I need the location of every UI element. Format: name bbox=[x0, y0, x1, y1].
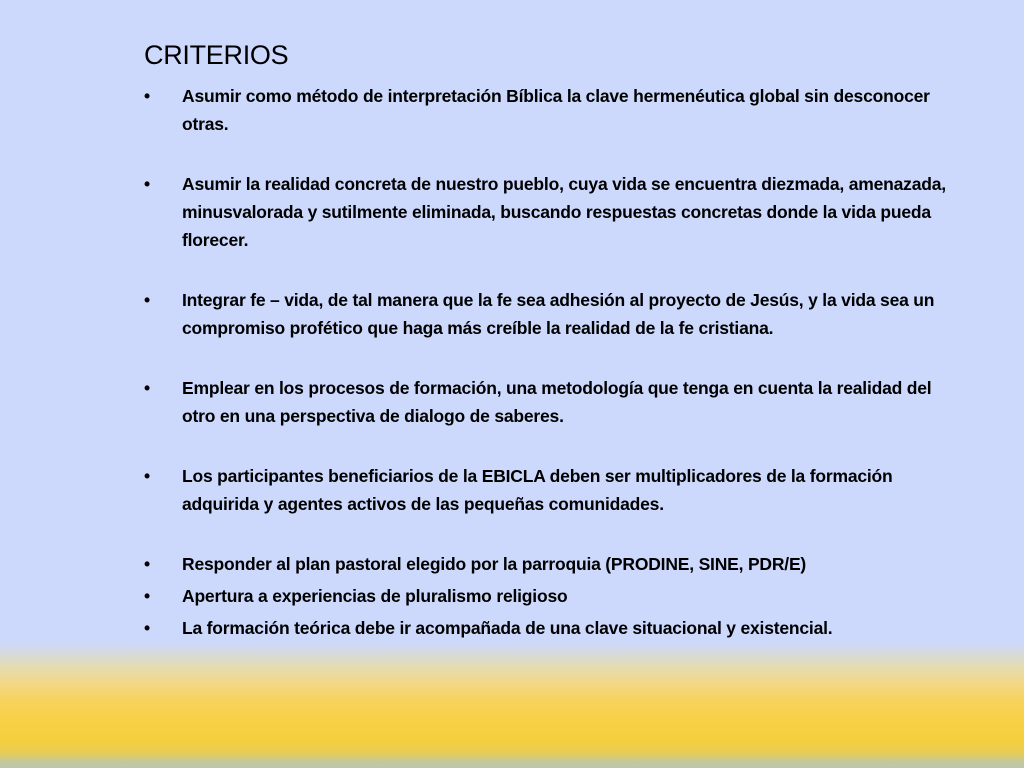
list-item bbox=[144, 462, 964, 518]
list-item bbox=[144, 170, 964, 254]
list-item-text: Apertura a experiencias de pluralismo religioso bbox=[182, 586, 568, 606]
list-item-text: Integrar fe – vida, de tal manera que la fe sea adhesión al proyecto de Jesús, y la vida sea un compromiso profético que haga más creíble la realidad de la fe cristiana. bbox=[182, 290, 935, 338]
list-item bbox=[144, 286, 964, 342]
list-item-text: Responder al plan pastoral elegido por la parroquia (PRODINE, SINE, PDR/E) bbox=[182, 554, 807, 574]
list-item-text: Los participantes beneficiarios de la EBICLA deben ser multiplicadores de la formación adquirida y agentes activos de las pequeñas comunidades. bbox=[182, 466, 893, 514]
bullet-icon: • bbox=[144, 378, 150, 398]
list-item bbox=[144, 374, 964, 430]
list-item-text: La formación teórica debe ir acompañada de una clave situacional y existencial. bbox=[182, 618, 833, 638]
list-item bbox=[144, 550, 964, 578]
list-item-text: Asumir como método de interpretación Bíblica la clave hermenéutica global sin desconocer otras. bbox=[182, 86, 930, 134]
bullet-icon: • bbox=[144, 290, 150, 310]
list-item-text: Emplear en los procesos de formación, una metodología que tenga en cuenta la realidad del otro en una perspectiva de dialogo de saberes. bbox=[182, 378, 932, 426]
list-item bbox=[144, 82, 964, 138]
bullet-icon: • bbox=[144, 586, 150, 606]
bullet-icon: • bbox=[144, 466, 150, 486]
list-item-text: Asumir la realidad concreta de nuestro pueblo, cuya vida se encuentra diezmada, amenazada, minusvalorada y sutilmente eliminada, buscando respuestas concretas donde la vida pueda florecer. bbox=[182, 174, 946, 250]
bullet-icon: • bbox=[144, 618, 150, 638]
bullet-icon: • bbox=[144, 86, 150, 106]
list-item bbox=[144, 614, 964, 642]
slide-title: CRITERIOS bbox=[144, 40, 289, 70]
criteria-list bbox=[144, 82, 964, 642]
bullet-icon: • bbox=[144, 174, 150, 194]
list-item bbox=[144, 582, 964, 610]
bullet-icon: • bbox=[144, 554, 150, 574]
